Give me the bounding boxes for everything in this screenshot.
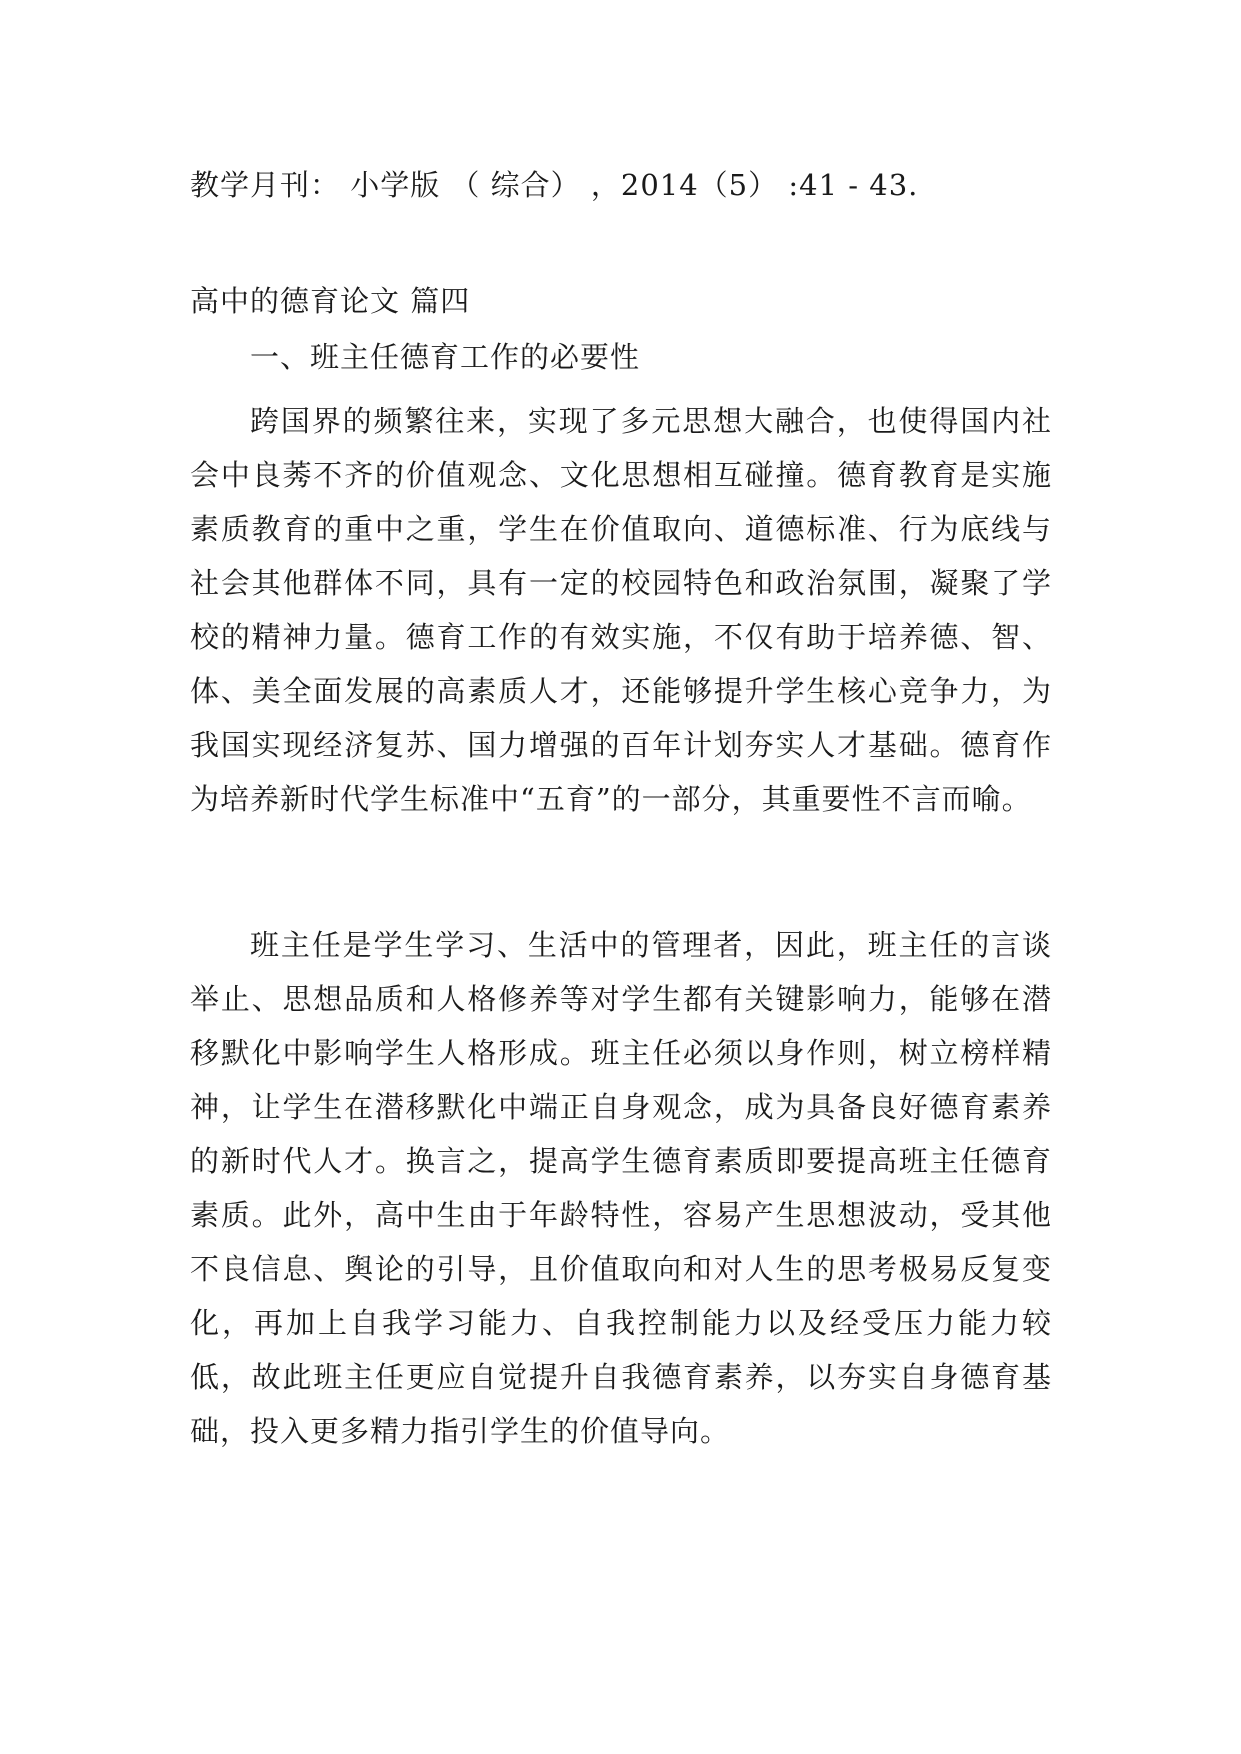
- section-heading: 一、班主任德育工作的必要性: [250, 340, 641, 374]
- paragraph-container-1: [190, 394, 1052, 826]
- paragraph-container-2: [190, 918, 1052, 1458]
- reference-citation: 教学月刊： 小学版 （ 综合） ，2014（5） :41 - 43.: [190, 168, 919, 202]
- article-title: 高中的德育论文 篇四: [190, 284, 471, 318]
- body-paragraph: 跨国界的频繁往来，实现了多元思想大融合，也使得国内社会中良莠不齐的价值观念、文化思想相互碰撞。德育教育是实施素质教育的重中之重，学生在价值取向、道德标准、行为底线与社会其他群体不同，具有一定的校园特色和政治氛围，凝聚了学校的精神力量。德育工作的有效实施，不仅有助于培养德、智、体、美全面发展的高素质人才，还能够提升学生核心竞争力，为我国实现经济复苏、国力增强的百年计划夯实人才基础。德育作为培养新时代学生标准中“五育”的一部分，其重要性不言而喻。: [190, 404, 1052, 816]
- body-paragraph: 班主任是学生学习、生活中的管理者，因此，班主任的言谈举止、思想品质和人格修养等对学生都有关键影响力，能够在潜移默化中影响学生人格形成。班主任必须以身作则，树立榜样精神，让学生在潜移默化中端正自身观念，成为具备良好德育素养的新时代人才。换言之，提高学生德育素质即要提高班主任德育素质。此外，高中生由于年龄特性，容易产生思想波动，受其他不良信息、舆论的引导，且价值取向和对人生的思考极易反复变化，再加上自我学习能力、自我控制能力以及经受压力能力较低，故此班主任更应自觉提升自我德育素养，以夯实自身德育基础，投入更多精力指引学生的价值导向。: [190, 928, 1052, 1448]
